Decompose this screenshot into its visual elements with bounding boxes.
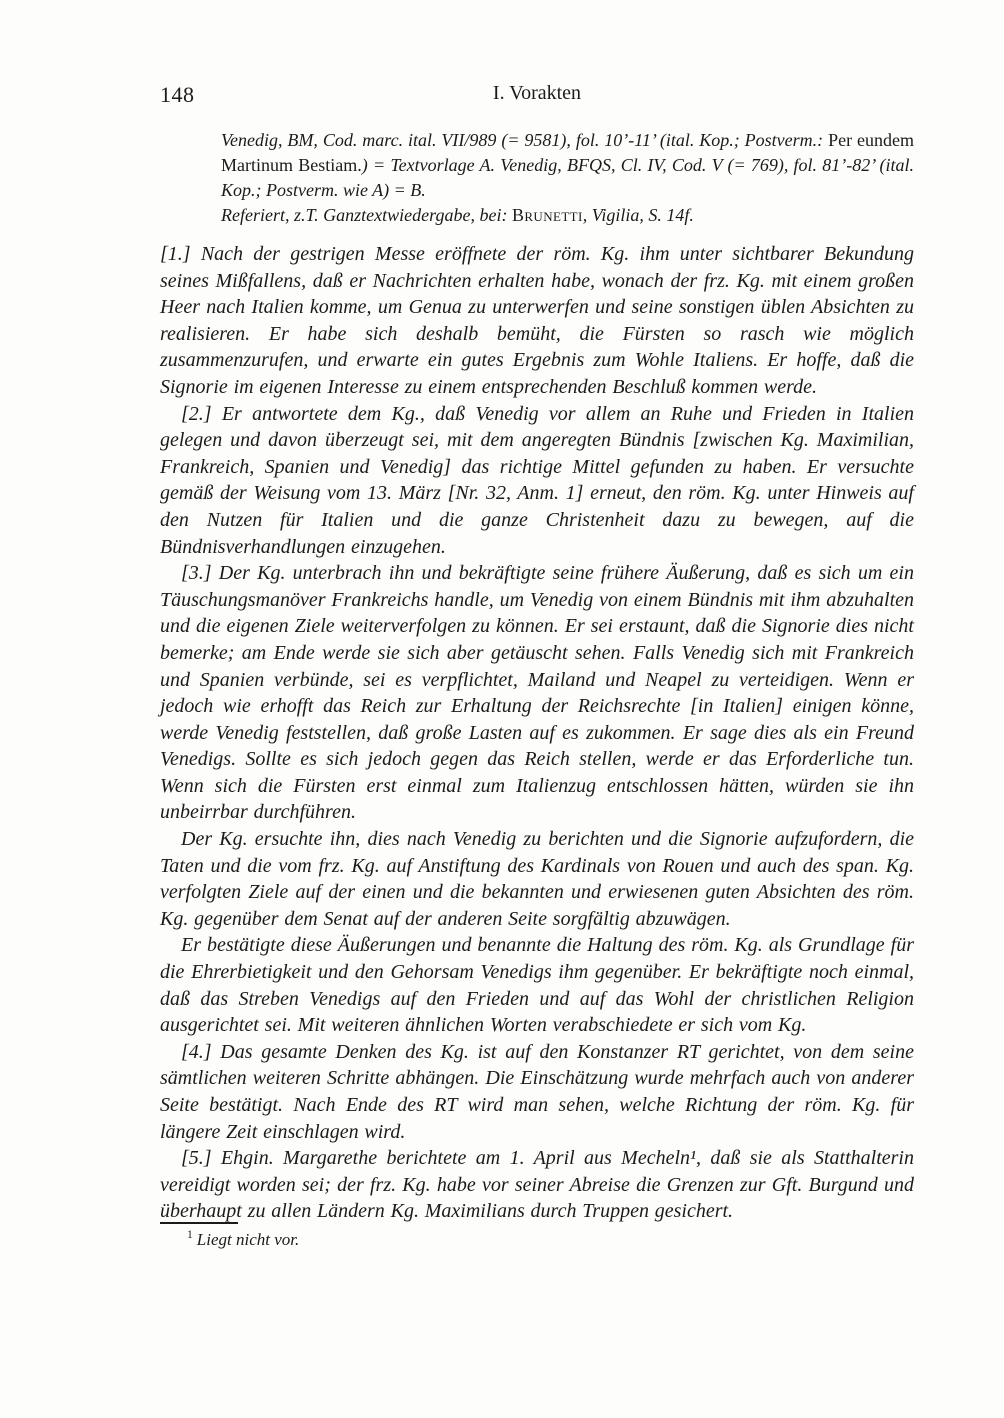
paragraph-7: [5.] Ehgin. Margarethe berichtete am 1. April aus Mecheln¹, daß sie als Statthalterin vereidigt worden sei; der frz. Kg. habe vor seiner Abreise die Grenzen zur Gft. Burgund und überhaupt zu allen Ländern Kg. Maximilians durch Truppen gesichert.: [160, 1147, 914, 1223]
source-reference-lead: Referiert, z.T. Ganztextwiedergabe, bei:: [221, 205, 512, 225]
footnote-block: [160, 1222, 914, 1251]
running-head-title: I. Vorakten: [492, 82, 582, 104]
paragraph-3: [3.] Der Kg. unterbrach ihn und bekräftigte seine frühere Äußerung, daß es sich um ein Täuschungsmanöver Frankreichs handle, um Venedig von einem Bündnis mit ihm abzuhalten und die eigenen Ziele weiterverfolgen zu können. Er sei erstaunt, daß die Signorie dies nicht bemerke; am Ende werde sie sich aber getäuscht sehen. Falls Venedig sich mit Frankreich und Spanien verbünde, sei es verpflichtet, Mailand und Neapel zu verteidigen. Wenn er jedoch wie erhofft das Reich zur Erhaltung der Reichsrechte [in Italien] einigen könne, werde Venedig feststellen, daß große Lasten auf es zukommen. Er sage dies als ein Freund Venedigs. Sollte es sich jedoch gegen das Reich stellen, werde er das Erforderliche tun. Wenn sich die Fürsten erst einmal zum Italienzug entschlossen hätten, würden sie ihn unbeirrbar durchführen.: [160, 562, 914, 824]
text-column: [160, 82, 914, 1225]
footnote-separator-rule: [160, 1222, 238, 1224]
source-citation-italic-1: Venedig, BM, Cod. marc. ital. VII/989 (= 9581), fol. 10’-11’ (ital. Kop.; Postverm.:: [221, 130, 829, 150]
source-reference-tail: , Vigilia, S. 14f.: [582, 205, 694, 225]
footnote-text: Liegt nicht vor.: [196, 1230, 300, 1249]
paragraph-4: Der Kg. ersuchte ihn, dies nach Venedig zu berichten und die Signorie aufzufordern, die Taten und die vom frz. Kg. auf Anstiftung des Kardinals von Rouen und auch des span. Kg. verfolgten Ziele auf der einen und die bekannten und erwiesenen guten Absichten des röm. Kg. gegenüber dem Senat auf der anderen Seite sorgfältig abzuwägen.: [160, 828, 914, 930]
regest-body: [160, 241, 914, 1225]
paragraph-2: [2.] Er antwortete dem Kg., daß Venedig vor allem an Ruhe und Frieden in Italien gelegen und davon überzeugt sei, mit dem angeregten Bündnis [zwischen Kg. Maximilian, Frankreich, Spanien und Venedig] das richtige Mittel gefunden zu haben. Er versuchte gemäß der Weisung vom 13. März [Nr. 32, Anm. 1] erneut, den röm. Kg. unter Hinweis auf den Nutzen für Italien und die ganze Christenheit dazu zu bewegen, auf die Bündnisverhandlungen einzugehen.: [160, 402, 914, 558]
running-header: [160, 82, 914, 108]
source-citation-latin: Per eundem Martinum Bestiam.: [221, 130, 914, 175]
footnote-marker: 1: [187, 1228, 193, 1242]
footnote: [160, 1229, 914, 1251]
paragraph-6: [4.] Das gesamte Denken des Kg. ist auf den Konstanzer RT gerichtet, von dem seine sämtlichen weiteren Schritte abhängen. Die Einschätzung wurde mehrfach auch von anderer Seite bestätigt. Nach Ende des RT wird man sehen, welche Richtung der röm. Kg. für längere Zeit einschlagen wird.: [160, 1040, 914, 1143]
source-reference-author: Brunetti: [511, 205, 583, 225]
source-citation: [221, 128, 914, 203]
paragraph-5: Er bestätigte diese Äußerungen und benannte die Haltung des röm. Kg. als Grundlage für die Ehrerbietigkeit und den Gehorsam Venedigs ihm gegenüber. Er bekräftigte noch einmal, daß das Streben Venedigs auf den Frieden und auf das Wohl der christlichen Religion ausgerichtet sei. Mit weiteren ähnlichen Worten verabschiedete er sich vom Kg.: [160, 934, 914, 1037]
page-number: 148: [160, 82, 195, 107]
source-reference: [221, 203, 914, 228]
source-note: [221, 128, 914, 228]
paragraph-1: [1.] Nach der gestrigen Messe eröffnete der röm. Kg. ihm unter sichtbarer Bekundung seines Mißfallens, daß er Nachrichten erhalten habe, wonach der frz. Kg. mit einem großen Heer nach Italien komme, um Genua zu unterwerfen und seine sonstigen üblen Absichten zu realisieren. Er habe sich deshalb bemüht, die Fürsten so rasch wie möglich zusammenzurufen, und erwarte ein gutes Ergebnis zum Wohle Italiens. Er hoffe, daß die Signorie im eigenen Interesse zu einem entsprechenden Beschluß kommen werde.: [160, 243, 914, 398]
source-citation-italic-2: ) = Textvorlage A. Venedig, BFQS, Cl. IV, Cod. V (= 769), fol. 81’-82’ (ital. Kop.; Postverm. wie A) = B.: [221, 155, 915, 200]
